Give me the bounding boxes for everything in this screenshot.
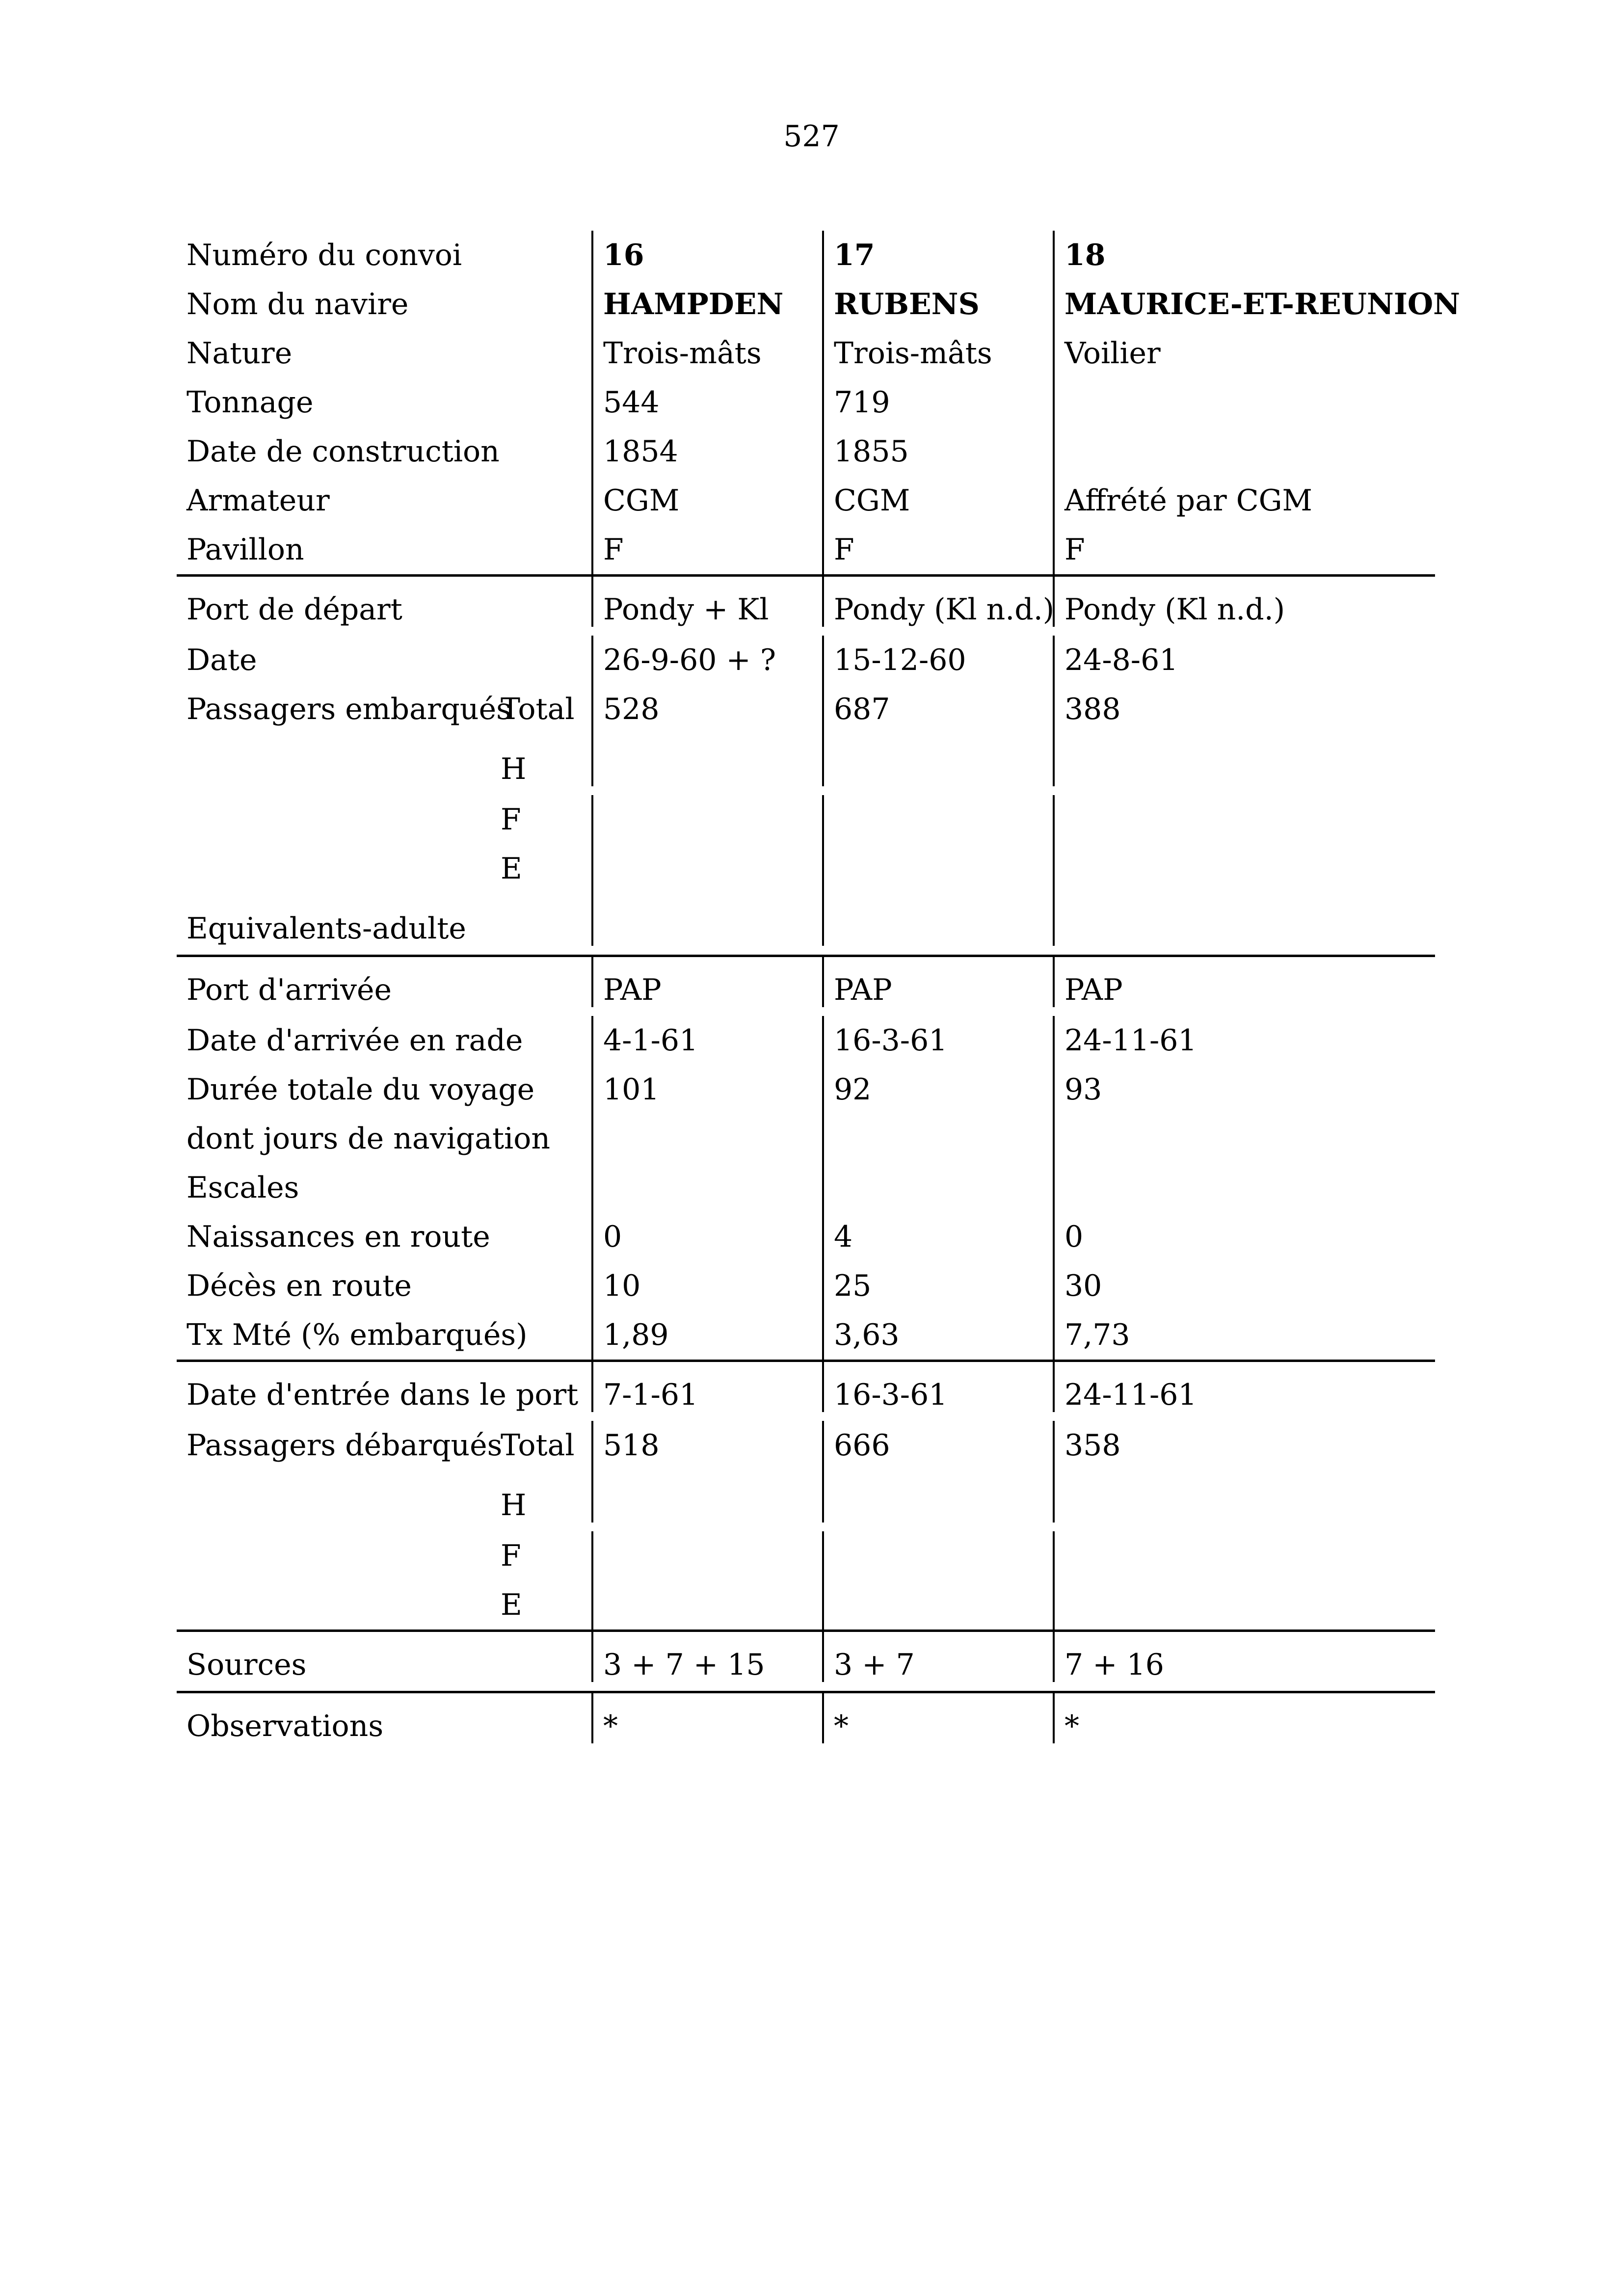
table-row [177,378,1435,427]
convoy-3-cell [1053,795,1434,844]
table-row [177,329,1435,378]
convoy-1-cell: 3 + 7 + 15 [591,1632,822,1682]
convoy-2-cell [822,1580,1053,1629]
convoy-1-cell: 101 [591,1065,822,1114]
convoy-2-cell: CGM [822,476,1053,525]
convoy-1-cell [591,734,822,786]
table-row [177,893,1435,955]
convoy-1-cell: 1,89 [591,1310,822,1360]
convoy-1-cell [591,844,822,893]
convoy-1-cell: 4-1-61 [591,1016,822,1065]
row-label: Décès en route [186,1269,412,1303]
row-sublabel: E [501,1588,522,1622]
table-row [177,636,1435,685]
convoy-1-cell: 0 [591,1212,822,1261]
table-row [177,1691,1435,1752]
convoy-3-cell: 24-8-61 [1053,636,1434,685]
row-sublabel: H [501,1488,527,1522]
table-row [177,1360,1435,1421]
convoy-3-cell [1053,1114,1434,1163]
convoy-2-cell [822,795,1053,844]
row-sublabel: F [501,802,521,837]
convoy-1-cell: F [591,525,822,574]
row-label: dont jours de navigation [186,1121,551,1156]
convoy-2-cell: 16-3-61 [822,1362,1053,1412]
convoy-2-cell: F [822,525,1053,574]
convoy-1-cell: 16 [591,231,822,280]
convoy-3-cell: 358 [1053,1421,1434,1470]
table-row [177,1580,1435,1629]
table-row [177,1212,1435,1261]
convoy-3-cell: 24-11-61 [1053,1362,1434,1412]
convoy-3-cell: PAP [1053,957,1434,1007]
row-sublabel: E [501,852,522,886]
table-row [177,1421,1435,1470]
convoy-1-cell: 10 [591,1261,822,1310]
row-label: Naissances en route [186,1220,490,1254]
convoy-1-cell: * [591,1693,822,1743]
convoy-3-cell: 30 [1053,1261,1434,1310]
row-label: Pavillon [186,533,304,567]
convoy-3-cell [1053,1580,1434,1629]
page-number: 527 [783,119,840,154]
row-label: Escales [186,1171,299,1205]
convoy-3-cell: Pondy (Kl n.d.) [1053,577,1434,627]
convoy-1-cell: 518 [591,1421,822,1470]
convoy-3-cell: Affrété par CGM [1053,476,1434,525]
convoy-3-cell: 93 [1053,1065,1434,1114]
convoy-2-cell: 15-12-60 [822,636,1053,685]
table-row [177,476,1435,525]
convoy-2-cell [822,734,1053,786]
convoy-3-cell: 24-11-61 [1053,1016,1434,1065]
row-sublabel: Total [501,692,575,726]
table-row [177,844,1435,893]
row-label: Date d'entrée dans le port [186,1378,579,1412]
row-label: Durée totale du voyage [186,1072,535,1107]
convoy-1-cell: Trois-mâts [591,329,822,378]
convoy-3-cell: 7 + 16 [1053,1632,1434,1682]
table-row [177,1016,1435,1065]
row-sublabel: H [501,752,527,786]
convoy-2-cell [822,1114,1053,1163]
table-row [177,1470,1435,1531]
convoy-1-cell [591,1470,822,1522]
convoy-3-cell [1053,378,1434,427]
convoy-2-cell: 687 [822,685,1053,734]
row-label: Observations [186,1709,384,1743]
convoy-1-cell: 528 [591,685,822,734]
table-row [177,1310,1435,1360]
convoy-1-cell [591,1114,822,1163]
convoy-3-cell: Voilier [1053,329,1434,378]
table-row [177,1114,1435,1163]
row-label: Nom du navire [186,287,409,321]
table-row [177,574,1435,636]
table-row [177,231,1435,280]
convoy-2-cell: 3,63 [822,1310,1053,1360]
row-label: Port d'arrivée [186,973,392,1007]
table-row [177,1261,1435,1310]
table-row [177,525,1435,574]
convoy-3-cell: 388 [1053,685,1434,734]
convoy-2-cell [822,1531,1053,1580]
convoy-3-cell [1053,1531,1434,1580]
row-label: Tx Mté (% embarqués) [186,1318,528,1352]
convoy-3-cell: 18 [1053,231,1434,280]
convoy-3-cell: F [1053,525,1434,574]
convoy-2-cell [822,1163,1053,1212]
convoy-2-cell: PAP [822,957,1053,1007]
convoy-2-cell: 17 [822,231,1053,280]
convoy-1-cell [591,893,822,946]
convoy-2-cell: 92 [822,1065,1053,1114]
convoy-2-cell: * [822,1693,1053,1743]
convoy-1-cell: HAMPDEN [591,280,822,329]
convoy-1-cell [591,1163,822,1212]
convoy-1-cell [591,1580,822,1629]
row-label: Armateur [186,483,330,518]
convoy-2-cell: 719 [822,378,1053,427]
table-row [177,1629,1435,1691]
convoy-2-cell: 25 [822,1261,1053,1310]
row-label: Port de départ [186,592,402,627]
table-row [177,280,1461,329]
convoy-2-cell: Pondy (Kl n.d.) [822,577,1053,627]
convoy-1-cell: 26-9-60 + ? [591,636,822,685]
row-label: Nature [186,336,293,371]
convoy-2-cell [822,893,1053,946]
convoy-1-cell: Pondy + Kl [591,577,822,627]
convoy-2-cell: 3 + 7 [822,1632,1053,1682]
convoy-1-cell [591,1531,822,1580]
table-row [177,427,1435,476]
convoy-1-cell: CGM [591,476,822,525]
table-row [177,795,1435,844]
table-row [177,1531,1435,1580]
convoy-2-cell [822,844,1053,893]
row-label: Date de construction [186,434,500,469]
row-label: Sources [186,1648,307,1682]
convoy-3-cell [1053,427,1434,476]
convoy-3-cell [1053,844,1434,893]
convoy-2-cell: 16-3-61 [822,1016,1053,1065]
convoy-3-cell [1053,734,1434,786]
convoy-2-cell: Trois-mâts [822,329,1053,378]
convoy-3-cell [1053,893,1434,946]
convoy-3-cell [1053,1470,1434,1522]
convoy-3-cell: 7,73 [1053,1310,1434,1360]
row-label: Date [186,643,257,677]
convoy-1-cell: 7-1-61 [591,1362,822,1412]
convoy-1-cell: 1854 [591,427,822,476]
convoy-3-cell: * [1053,1693,1434,1743]
table-row [177,734,1435,795]
convoy-3-cell: 0 [1053,1212,1434,1261]
row-sublabel: F [501,1539,521,1573]
convoy-table [177,231,1461,1752]
row-sublabel: Total [501,1428,575,1463]
row-label: Tonnage [186,385,314,420]
convoy-3-cell: MAURICE-ET-REUNION [1053,280,1434,329]
convoy-3-cell [1053,1163,1434,1212]
convoy-1-cell: PAP [591,957,822,1007]
row-label: Passagers débarqués [186,1428,503,1463]
convoy-2-cell: 1855 [822,427,1053,476]
row-label: Equivalents-adulte [186,911,466,946]
row-label: Date d'arrivée en rade [186,1023,523,1058]
convoy-2-cell: 4 [822,1212,1053,1261]
convoy-1-cell: 544 [591,378,822,427]
convoy-2-cell: 666 [822,1421,1053,1470]
row-label: Passagers embarqués [186,692,511,726]
convoy-2-cell [822,1470,1053,1522]
table-row [177,685,1435,734]
convoy-2-cell: RUBENS [822,280,1053,329]
table-row [177,955,1435,1016]
convoy-1-cell [591,795,822,844]
table-row [177,1163,1435,1212]
row-label: Numéro du convoi [186,238,462,272]
table-row [177,1065,1435,1114]
